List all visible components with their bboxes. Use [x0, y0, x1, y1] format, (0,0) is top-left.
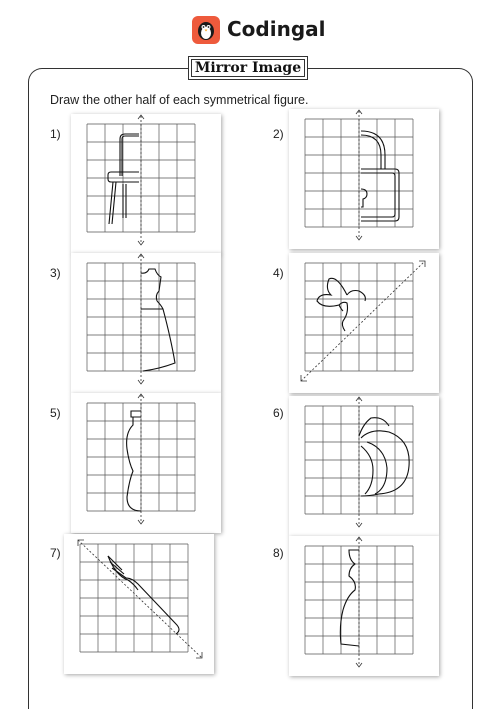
padlock-half-figure	[361, 131, 399, 221]
figure-number: 4)	[273, 266, 284, 280]
worksheet-title-box	[188, 56, 308, 80]
figure-card-dress	[71, 253, 221, 393]
grid	[289, 253, 439, 393]
chair-half-figure	[108, 134, 139, 224]
bottle-half-figure	[127, 411, 141, 511]
grid	[71, 114, 221, 254]
figure-card-bow	[289, 253, 439, 393]
dress-half-figure	[141, 269, 175, 371]
pumpkin-half-figure	[359, 418, 409, 496]
figure-number: 3)	[50, 266, 61, 280]
header	[0, 14, 500, 46]
figure-card-pumpkin	[289, 396, 439, 536]
worksheet-title: Mirror Image	[194, 60, 302, 76]
grid	[289, 396, 439, 536]
figure-card-padlock	[289, 109, 439, 249]
figure-card-bottle	[71, 393, 221, 533]
instruction-text: Draw the other half of each symmetrical figure.	[50, 93, 309, 107]
grid	[71, 253, 221, 393]
penguin-logo-icon	[192, 16, 220, 44]
grid	[71, 393, 221, 533]
grid	[289, 536, 439, 676]
figure-number: 5)	[50, 406, 61, 420]
figure-number: 7)	[50, 546, 61, 560]
fork-half-figure	[108, 556, 179, 634]
figure-number: 6)	[273, 406, 284, 420]
figure-card-fork	[64, 534, 214, 674]
figure-number: 1)	[50, 127, 61, 141]
brand-name: Codingal	[227, 17, 326, 41]
figure-card-chair	[71, 114, 221, 254]
grid	[64, 534, 214, 674]
figure-number: 8)	[273, 546, 284, 560]
vase-half-figure	[340, 550, 359, 646]
figure-number: 2)	[273, 127, 284, 141]
grid	[289, 109, 439, 249]
figure-card-vase	[289, 536, 439, 676]
